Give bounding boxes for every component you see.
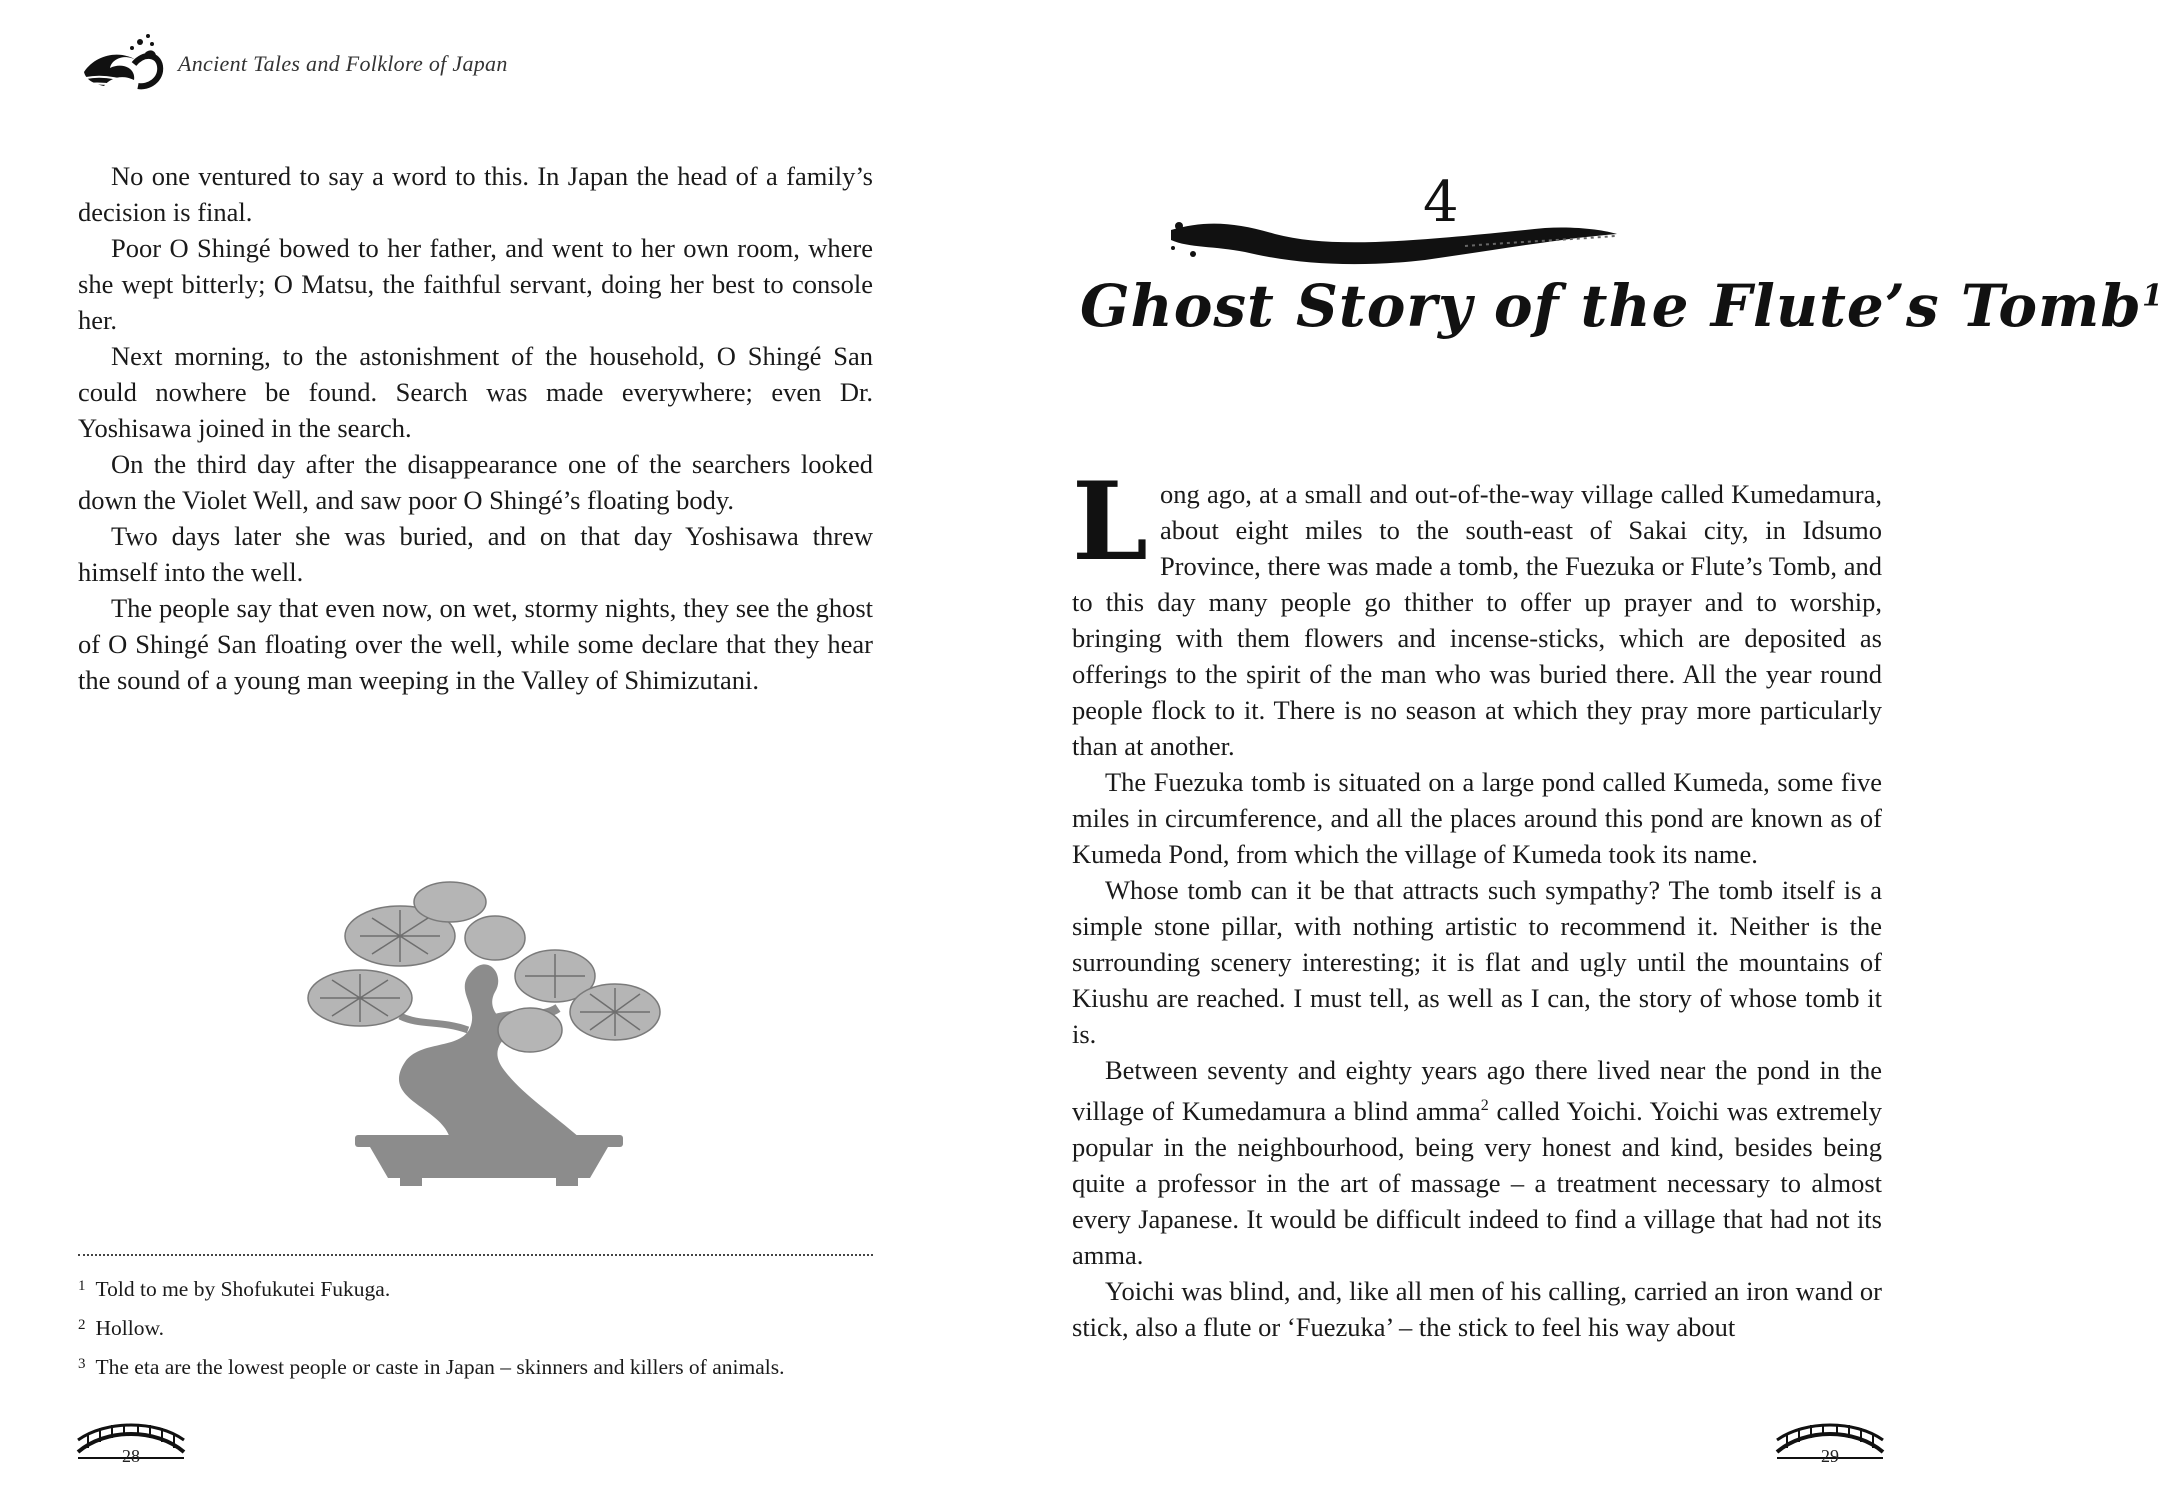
paragraph: Poor O Shingé bowed to her father, and went to her own room, where she wept bitterly; O Matsu, the faithful servant, doing her best to console her. bbox=[78, 233, 873, 335]
wave-logo-icon bbox=[76, 24, 166, 104]
paragraph: The Fuezuka tomb is situated on a large pond called Kumeda, some five miles in circumference, and all the places around this pond are known as of Kumeda Pond, from which the village of Kumeda took its name. bbox=[1072, 767, 1882, 869]
paragraph: Yoichi was blind, and, like all men of his calling, carried an iron wand or stick, also a flute or ‘Fuezuka’ – the stick to feel his way about bbox=[1072, 1275, 1882, 1342]
page-folio-right bbox=[1775, 1414, 1885, 1470]
page-number: 28 bbox=[122, 1446, 140, 1466]
chapter-title-text: Ghost Story of the Flute’s Tomb bbox=[1080, 272, 2142, 340]
paragraph-text: ong ago, at a small and out-of-the-way village called Kumedamura, about eight miles to the south-east of Sakai city, in Idsumo Province, there was made a tomb, the Fuezuka or Flute’s Tomb, and to this day many people go thither to offer up prayer and to worship, bringing with them flowers and incense-sticks, which are deposited as offerings to the spirit of the man who was buried there. All the year round people flock to it. There is no season at which they pray more particularly than at another. bbox=[1072, 479, 1882, 761]
right-page bbox=[980, 0, 2164, 1499]
paragraph bbox=[1072, 1052, 1882, 1273]
footnote-text: Hollow. bbox=[95, 1316, 164, 1340]
footnote-text: The eta are the lowest people or caste in Japan – skinners and killers of animals. bbox=[95, 1355, 785, 1379]
opening-paragraph bbox=[1072, 459, 1882, 764]
paragraph: Next morning, to the astonishment of the household, O Shingé San could nowhere be found. Search was made everywhere; even Dr. Yoshisawa joined in the search. bbox=[78, 341, 873, 443]
footnote bbox=[78, 1346, 878, 1385]
left-body-text bbox=[78, 158, 873, 698]
paragraph: On the third day after the disappearance one of the searchers looked down the Violet Well, and saw poor O Shingé’s floating body. bbox=[78, 449, 873, 515]
right-body-text bbox=[1072, 459, 1882, 1345]
ink-brush-stroke bbox=[1165, 200, 1625, 280]
chapter-title bbox=[1080, 272, 2164, 340]
left-page bbox=[0, 0, 980, 1499]
page-folio-left bbox=[76, 1414, 186, 1470]
running-header bbox=[76, 24, 508, 104]
footnotes bbox=[78, 1268, 878, 1385]
footnote-ref: 2 bbox=[1480, 1097, 1489, 1114]
chapter-title-footnote-ref: 1 bbox=[2141, 278, 2164, 314]
paragraph: The people say that even now, on wet, stormy nights, they see the ghost of O Shingé San floating over the well, while some declare that they hear the sound of a young man weeping in the Valley of Shimizutani. bbox=[78, 593, 873, 695]
paragraph-text: called Yoichi. Yoichi was extremely popular in the neighbourhood, being very honest and kind, besides being quite a professor in the art of massage – a treatment necessary to almost every Japanese. It would be difficult indeed to find a village that had not its amma. bbox=[1072, 1095, 1882, 1270]
footnote-number: 3 bbox=[78, 1356, 86, 1372]
paragraph-text: Between seventy and eighty years ago there lived near the pond in the village of Kumedamura a blind amma bbox=[1072, 1055, 1882, 1126]
footnote-rule bbox=[78, 1254, 873, 1256]
paragraph: No one ventured to say a word to this. In Japan the head of a family’s decision is final. bbox=[78, 161, 873, 227]
paragraph: Whose tomb can it be that attracts such sympathy? The tomb itself is a simple stone pillar, with nothing artistic to recommend it. Neither is the surrounding scenery interesting; it is flat and ugly until the mountains of Kiushu are reached. I must tell, as well as I can, the story of whose tomb it is. bbox=[1072, 875, 1882, 1049]
footnote-number: 2 bbox=[78, 1317, 86, 1333]
footnote bbox=[78, 1307, 878, 1346]
footnote bbox=[78, 1268, 878, 1307]
drop-cap: L bbox=[1072, 459, 1148, 585]
chapter-number-block bbox=[1165, 165, 1625, 285]
chapter-number: 4 bbox=[1423, 170, 1459, 235]
footnote-number: 1 bbox=[78, 1278, 86, 1294]
page-number: 29 bbox=[1821, 1446, 1839, 1466]
footnote-text: Told to me by Shofukutei Fukuga. bbox=[95, 1277, 391, 1301]
bonsai-illustration bbox=[290, 880, 690, 1200]
running-head-title: Ancient Tales and Folklore of Japan bbox=[178, 51, 508, 76]
paragraph: Two days later she was buried, and on that day Yoshisawa threw himself into the well. bbox=[78, 521, 873, 587]
